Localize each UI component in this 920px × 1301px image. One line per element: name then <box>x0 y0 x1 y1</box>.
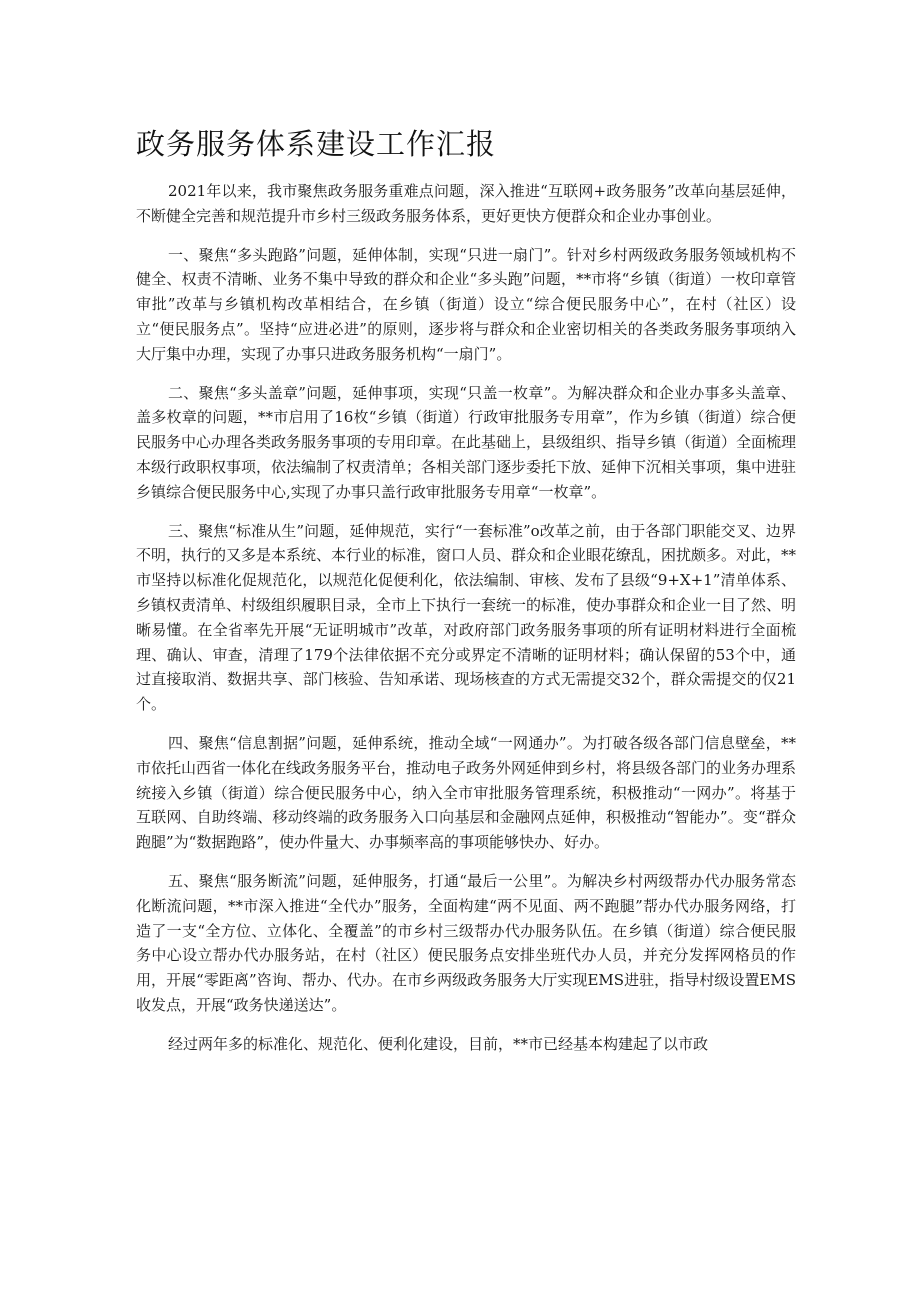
paragraph-intro: 2021年以来，我市聚焦政务服务重难点问题，深入推进“互联网+政务服务”改革向基层延伸，不断健全完善和规范提升市乡村三级政务服务体系，更好更快方便群众和企业办事创业。 <box>136 182 796 225</box>
paragraph-section-2: 二、聚焦“多头盖章”问题，延伸事项，实现“只盖一枚章”。为解决群众和企业办事多头盖章、盖多枚章的问题，**市启用了16枚“乡镇（街道）行政审批服务专用章”，作为乡镇（街道）综合便民服务中心办理各类政务服务事项的专用印章。在此基础上，县级组织、指导乡镇（街道）全面梳理本级行政职权事项，依法编制了权责清单；各相关部门逐步委托下放、延伸下沉相关事项，集中进驻乡镇综合便民服务中心,实现了办事只盖行政审批服务专用章“一枚章”。 <box>136 383 797 501</box>
paragraph-section-5: 五、聚焦“服务断流”问题，延伸服务，打通“最后一公里”。为解决乡村两级帮办代办服务常态化断流问题，**市深入推进“全代办”服务，全面构建“两不见面、两不跑腿”帮办代办服务网络，打造了一支“全方位、立体化、全覆盖”的市乡村三级帮办代办服务队伍。在乡镇（街道）综合便民服务中心设立帮办代办服务站，在村（社区）便民服务点安排坐班代办人员，并充分发挥网格员的作用，开展“零距离”咨询、帮办、代办。在市乡两级政务服务大厅实现EMS进驻，指导村级设置EMS收发点，开展“政务快递送达”。 <box>136 871 796 1014</box>
document-body <box>136 179 796 1057</box>
paragraph-summary: 经过两年多的标准化、规范化、便利化建设，目前，**市已经基本构建起了以市政 <box>168 1034 709 1053</box>
paragraph-section-1: 一、聚焦“多头跑路”问题，延伸体制，实现“只进一扇门”。针对乡村两级政务服务领域机构不健全、权责不清晰、业务不集中导致的群众和企业“多头跑”问题，**市将“乡镇（街道）一枚印章管审批”改革与乡镇机构改革相结合，在乡镇（街道）设立“综合便民服务中心”，在村（社区）设立“便民服务点”。坚持“应进必进”的原则，逐步将与群众和企业密切相关的各类政务服务事项纳入大厅集中办理，实现了办事只进政务服务机构“一扇门”。 <box>136 245 796 363</box>
paragraph-section-3: 三、聚焦“标准从生”问题，延伸规范，实行“一套标准”o改革之前，由于各部门职能交叉、边界不明，执行的又多是本系统、本行业的标准，窗口人员、群众和企业眼花缭乱，困扰颇多。对此，**市坚持以标准化促规范化，以规范化促便利化，依法编制、审核、发布了县级“9+X+1”清单体系、乡镇权责清单、村级组织履职目录，全市上下执行一套统一的标准，使办事群众和企业一目了然、明晰易懂。在全省率先开展“无证明城市”改革，对政府部门政务服务事项的所有证明材料进行全面梳理、确认、审查，清理了179个法律依据不充分或界定不清晰的证明材料；确认保留的53个中，通过直接取消、数据共享、部门核验、告知承诺、现场核查的方式无需提交32个，群众需提交的仅21个。 <box>136 521 797 714</box>
paragraph-section-4: 四、聚焦“信息割据”问题，延伸系统，推动全域“一网通办”。为打破各级各部门信息壁垒，**市依托山西省一体化在线政务服务平台，推动电子政务外网延伸到乡村，将县级各部门的业务办理系统接入乡镇（街道）综合便民服务中心，纳入全市审批服务管理系统，积极推动“一网办”。将基于互联网、自助终端、移动终端的政务服务入口向基层和金融网点延伸，积极推动“智能办”。变“群众跑腿”为“数据跑路”，使办件量大、办事频率高的事项能够快办、好办。 <box>136 733 797 852</box>
document-title: 政务服务体系建设工作汇报 <box>136 127 497 161</box>
